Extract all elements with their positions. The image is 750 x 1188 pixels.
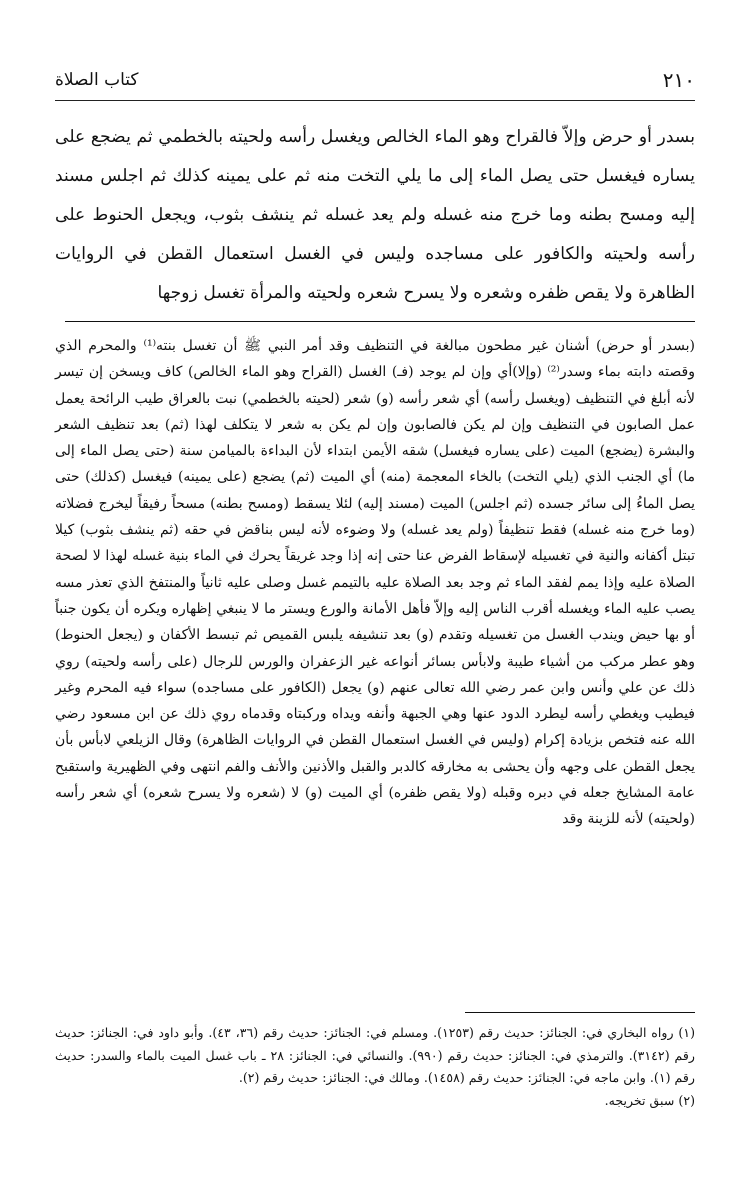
main-text-block (55, 118, 695, 313)
running-header (55, 66, 695, 101)
footnote-2: (٢) سبق تخريجه. (604, 1092, 695, 1108)
footnote-divider (465, 1012, 695, 1013)
page-number: ٢١٠ (662, 68, 695, 92)
commentary-block (55, 333, 695, 833)
section-divider (65, 321, 695, 322)
main-text: بسدر أو حرض وإلاّ فالقراح وهو الماء الخالص ويغسل رأسه ولحيته بالخطمي ثم يضجع على يساره فيغسل حتى يصل الماء إلى ما يلي التخت منه ثم على يمينه كذلك ثم اجلس مسند إليه ومسح بطنه وما خرج منه غسله ولم يعد غسله ثم ينشف بثوب، ويجعل الحنوط على رأسه ولحيته والكافور على مساجده وليس في الغسل استعمال القطن في الروايات الظاهرة ولا يقص ظفره وشعره ولا يسرح شعره ولحيته والمرأة تغسل زوجها (55, 127, 695, 303)
commentary-text: (بسدر أو حرض) أشنان غير مطحون مبالغة في التنظيف وقد أمر النبي ﷺ أن تغسل بنته⁽¹⁾ والمحرم الذي وقصته دابته بماء وسدر⁽²⁾ (وإلا)أي وإن لم يوجد (فـ) الغسل (القراح وهو الماء الخالص) كاف ويسخن إن تيسر لأنه أبلغ في التنظيف (ويغسل رأسه) أي شعر رأسه (و) شعر (لحيته بالخطمي) نبت بالعراق طيب الرائحة يعمل عمل الصابون في التنظيف وإن لم يكن فالصابون وإن لم يكن به شعر لا يتكلف لهذا (ثم) بعد تنظيف الشعر والبشرة (يضجع) الميت (على يساره فيغسل) شقه الأيمن ابتداء لأن البداءة بالميامن سنة (حتى يصل الماء إلى ما) أي الجنب الذي (يلي التخت) بالخاء المعجمة (منه) أي الميت (ثم) يضجع (على يمينه) فيغسل (كذلك) حتى يصل الماءُ إلى سائر جسده (ثم اجلس) الميت (مسند إليه) لئلا يسقط (ومسح بطنه) مسحاً رفيقاً ليخرج فضلاته (وما خرج منه غسله) فقط تنظيفاً (ولم يعد غسله) ولا وضوءه لأنه ليس بناقض في حقه (ثم ينشف بثوب) كيلا تبتل أكفانه والنية في تغسيله لإسقاط الفرض عنا حتى إنه إذا وجد غريقاً يحرك في الماء بنية غسله لهذا لا لصحة الصلاة عليه وإذا يمم لفقد الماء ثم وجد بعد الصلاة عليه بالتيمم غسل وصلى عليه ثانياً والمنتفخ الذي تعذر مسه يصب عليه الماء ويغسله أقرب الناس إليه وإلاّ فأهل الأمانة والورع ويستر ما لا ينبغي إظهاره ويكره أن يكون جنباً أو بها حيض ويندب الغسل من تغسيله وتقدم (و) بعد تنشيفه يلبس القميص ثم تبسط الأكفان و (يجعل الحنوط) وهو عطر مركب من أشياء طيبة ولابأس بسائر أنواعه غير الزعفران والورس للرجال (على رأسه ولحيته) روي ذلك عن علي وأنس وابن عمر رضي الله تعالى عنهم (و) يجعل (الكافور على مساجده) سواء فيه المحرم وغير فيطيب ويغطي رأسه ليطرد الدود عنها وهي الجبهة وأنفه ويداه وركبتاه وقدماه روي ذلك عن ابن مسعود رضي الله عنه فتخص بزيادة إكرام (وليس في الغسل استعمال القطن في الروايات الظاهرة) وقال الزيلعي لابأس بأن يجعل القطن على وجهه وأن يحشى به مخارقه كالدبر والقبل والأذنين والأنف والفم انتهى وفي الظهيرية واستقبح عامة المشايخ جعله في دبره وقبله (ولا يقص ظفره) أي الميت (و) لا (شعره ولا يسرح شعره) أي شعر رأسه (ولحيته) لأنه للزينة وقد (55, 338, 696, 828)
chapter-title: كتاب الصلاة (55, 70, 139, 90)
footnote-1: (١) رواه البخاري في: الجنائز: حديث رقم (١٢٥٣). ومسلم في: الجنائز: حديث رقم (٣٦، ٤٣). وأبو داود في: الجنائز: حديث رقم (٣١٤٢). والترمذي في: الجنائز: حديث رقم (٩٩٠). والنسائي في: الجنائز: ٢٨ ـ باب غسل الميت بالماء والسدر: حديث رقم (١). وابن ماجه في: الجنائز: حديث رقم (١٤٥٨). ومالك في: الجنائز: حديث رقم (٢). (55, 1025, 695, 1085)
footnotes-block (55, 1022, 695, 1112)
